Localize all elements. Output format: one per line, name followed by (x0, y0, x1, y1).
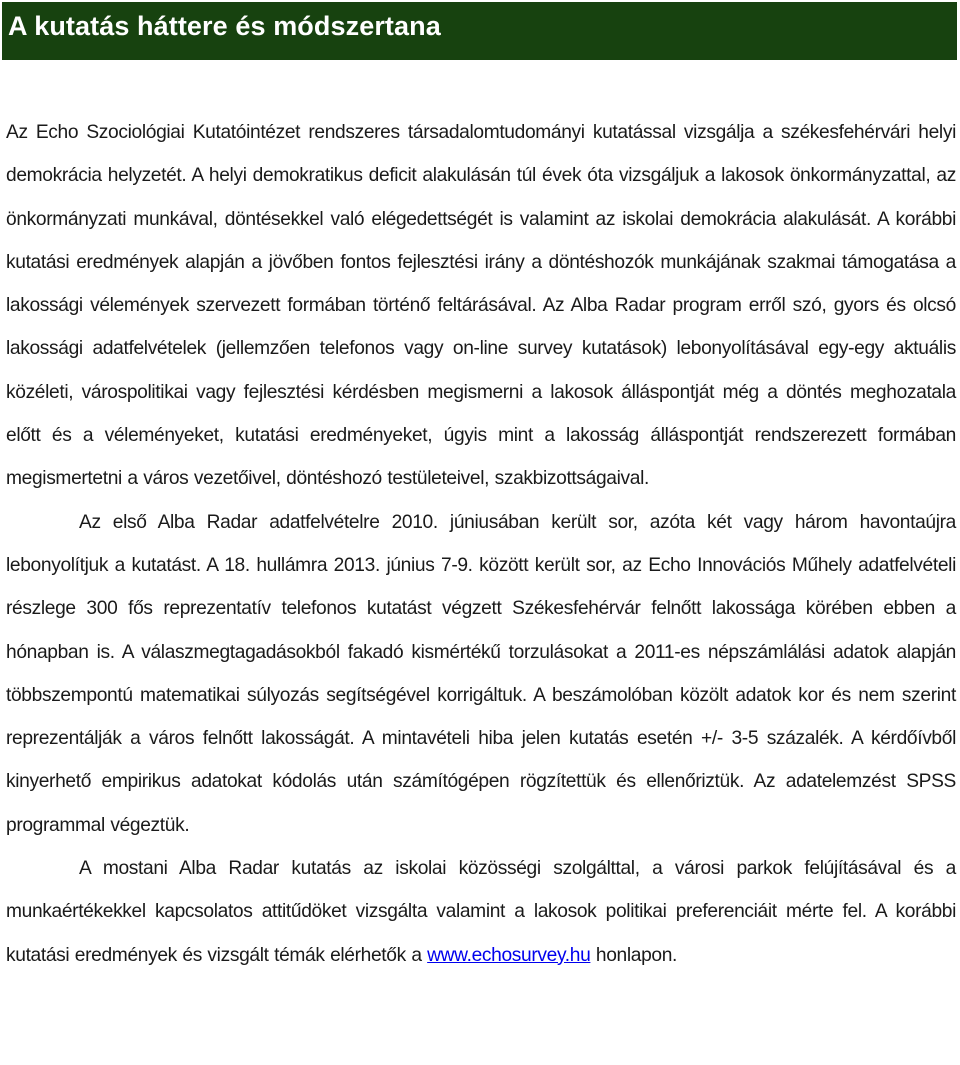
echosurvey-link[interactable]: www.echosurvey.hu (427, 944, 591, 966)
document-body (6, 111, 956, 977)
paragraph-current-study-text: A mostani Alba Radar kutatás az iskolai közösségi szolgálttal, a városi parkok felújításával és a munkaértékekkel kapcsolatos attitűdöket vizsgálta valamint a lakosok politikai preferenciáit mérte fel. A korábbi kutatási eredmények és vizsgált témák elérhetők a (6, 858, 956, 966)
section-header (2, 2, 957, 60)
paragraph-current-study (6, 847, 956, 977)
paragraph-current-study-tail: honlapon. (590, 944, 678, 966)
paragraph-intro: Az Echo Szociológiai Kutatóintézet rendszeres társadalomtudományi kutatással vizsgálja a székesfehérvári helyi demokrácia helyzetét. A helyi demokratikus deficit alakulásán túl évek óta vizsgáljuk a lakosok önkormányzattal, az önkormányzati munkával, döntésekkel való elégedettségét is valamint az iskolai demokrácia alakulását. A korábbi kutatási eredmények alapján a jövőben fontos fejlesztési irány a döntéshozók munkájának szakmai támogatása a lakossági vélemények szervezett formában történő feltárásával. Az Alba Radar program erről szó, gyors és olcsó lakossági adatfelvételek (jellemzően telefonos vagy on-line survey kutatások) lebonyolításával egy-egy aktuális közéleti, várospolitikai vagy fejlesztési kérdésben megismerni a lakosok álláspontját még a döntés meghozatala előtt és a véleményeket, kutatási eredményeket, úgyis mint a lakosság álláspontját rendszerezett formában megismertetni a város vezetőivel, döntéshozó testületeivel, szakbizottságaival. (6, 122, 956, 490)
section-title: A kutatás háttere és módszertana (8, 11, 441, 41)
paragraph-methodology: Az első Alba Radar adatfelvételre 2010. júniusában került sor, azóta két vagy három havontaújra lebonyolítjuk a kutatást. A 18. hullámra 2013. június 7-9. között került sor, az Echo Innovációs Műhely adatfelvételi részlege 300 fős reprezentatív telefonos kutatást végzett Székesfehérvár felnőtt lakossága körében ebben a hónapban is. A válaszmegtagadásokból fakadó kismértékű torzulásokat a 2011-es népszámlálási adatok alapján többszempontú matematikai súlyozás segítségével korrigáltuk. A beszámolóban közölt adatok kor és nem szerint reprezentálják a város felnőtt lakosságát. A mintavételi hiba jelen kutatás esetén +/- 3-5 százalék. A kérdőívből kinyerhető empirikus adatokat kódolás után számítógépen rögzítettük és ellenőriztük. Az adatelemzést SPSS programmal végeztük. (6, 511, 956, 836)
